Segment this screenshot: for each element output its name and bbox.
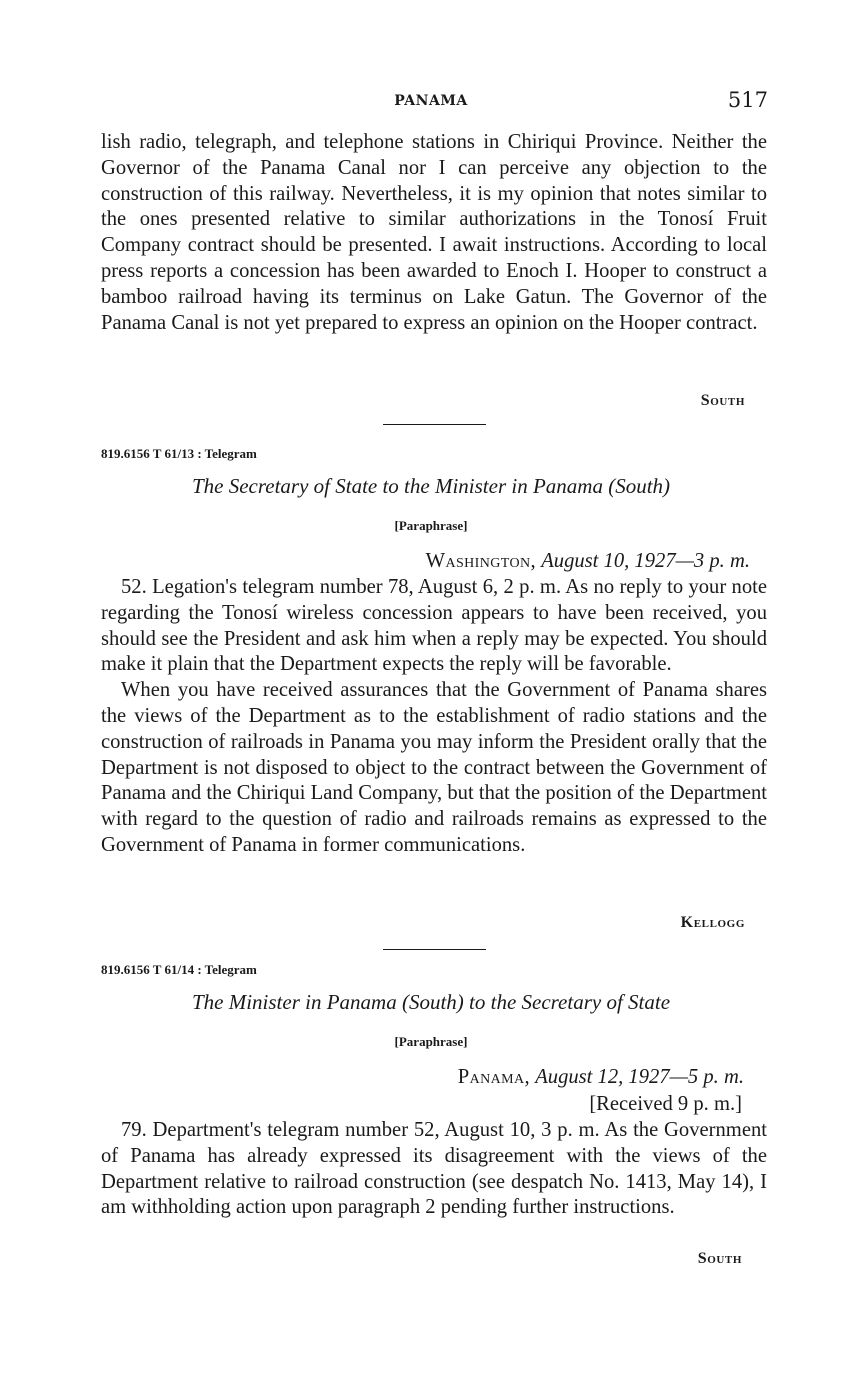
dateline	[458, 1066, 744, 1089]
paraphrase-label: [Paraphrase]	[394, 1034, 468, 1049]
received-note: [Received 9 p. m.]	[589, 1093, 742, 1115]
paraphrase-label: [Paraphrase]	[394, 518, 468, 533]
dateline	[426, 550, 750, 573]
document-heading: The Minister in Panama (South) to the Secretary of State	[191, 990, 671, 1014]
page-number: 517	[727, 88, 768, 112]
signature-south: South	[697, 1250, 742, 1267]
dateline-date: August 12, 1927—5 p. m.	[535, 1066, 744, 1088]
dateline-place: Panama,	[457, 1066, 531, 1088]
running-title: PANAMA	[394, 93, 468, 109]
section-divider	[383, 424, 486, 425]
paragraph-text: 52. Legation's telegram number 78, August 6, 2 p. m. As no reply to your note regarding the Tonosí wireless concession appears to have been received, you should see the President and ask him when a reply may be expected. You should make it plain that the Department expects the reply will be favorable.	[101, 576, 767, 676]
dateline-date: August 10, 1927—3 p. m.	[541, 550, 750, 572]
document-heading: The Secretary of State to the Minister in Panama (South)	[191, 474, 671, 498]
file-reference: 819.6156 T 61/13 : Telegram	[101, 446, 257, 461]
paragraph-text: When you have received assurances that the Government of Panama shares the views of the Department as to the establishment of radio stations and the construction of railroads in Panama you may inform the President orally that the Department is not disposed to object to the contract between the Government of Panama and the Chiriqui Land Company, but that the position of the Department with regard to the question of radio and railroads remains as expressed to the Government of Panama in former communications.	[101, 679, 767, 856]
dateline-place: Washington,	[425, 550, 537, 572]
paragraph-text: lish radio, telegraph, and telephone stations in Chiriqui Province. Neither the Governor of the Panama Canal nor I can perceive any objection to the construction of this railway. Nevertheless, it is my opinion that notes similar to the ones presented relative to similar authorizations in the Tonosí Fruit Company contract should be presented. I await instructions. According to local press reports a concession has been awarded to Enoch I. Hooper to construct a bamboo railroad having its terminus on Lake Gatun. The Governor of the Panama Canal is not yet prepared to express an opinion on the Hooper contract.	[101, 131, 767, 334]
telegram-body	[101, 1118, 767, 1221]
signature-south: South	[700, 392, 745, 409]
section-divider	[383, 949, 486, 950]
signature-kellogg: Kellogg	[680, 914, 745, 931]
file-reference: 819.6156 T 61/14 : Telegram	[101, 962, 257, 977]
continuation-paragraph	[101, 130, 767, 336]
telegram-body	[101, 575, 767, 859]
running-head	[0, 88, 862, 112]
paragraph-text: 79. Department's telegram number 52, August 10, 3 p. m. As the Government of Panama has already expressed its disagreement with the views of the Department relative to railroad construction (see despatch No. 1413, May 14), I am withholding action upon paragraph 2 pending further instructions.	[101, 1119, 767, 1219]
